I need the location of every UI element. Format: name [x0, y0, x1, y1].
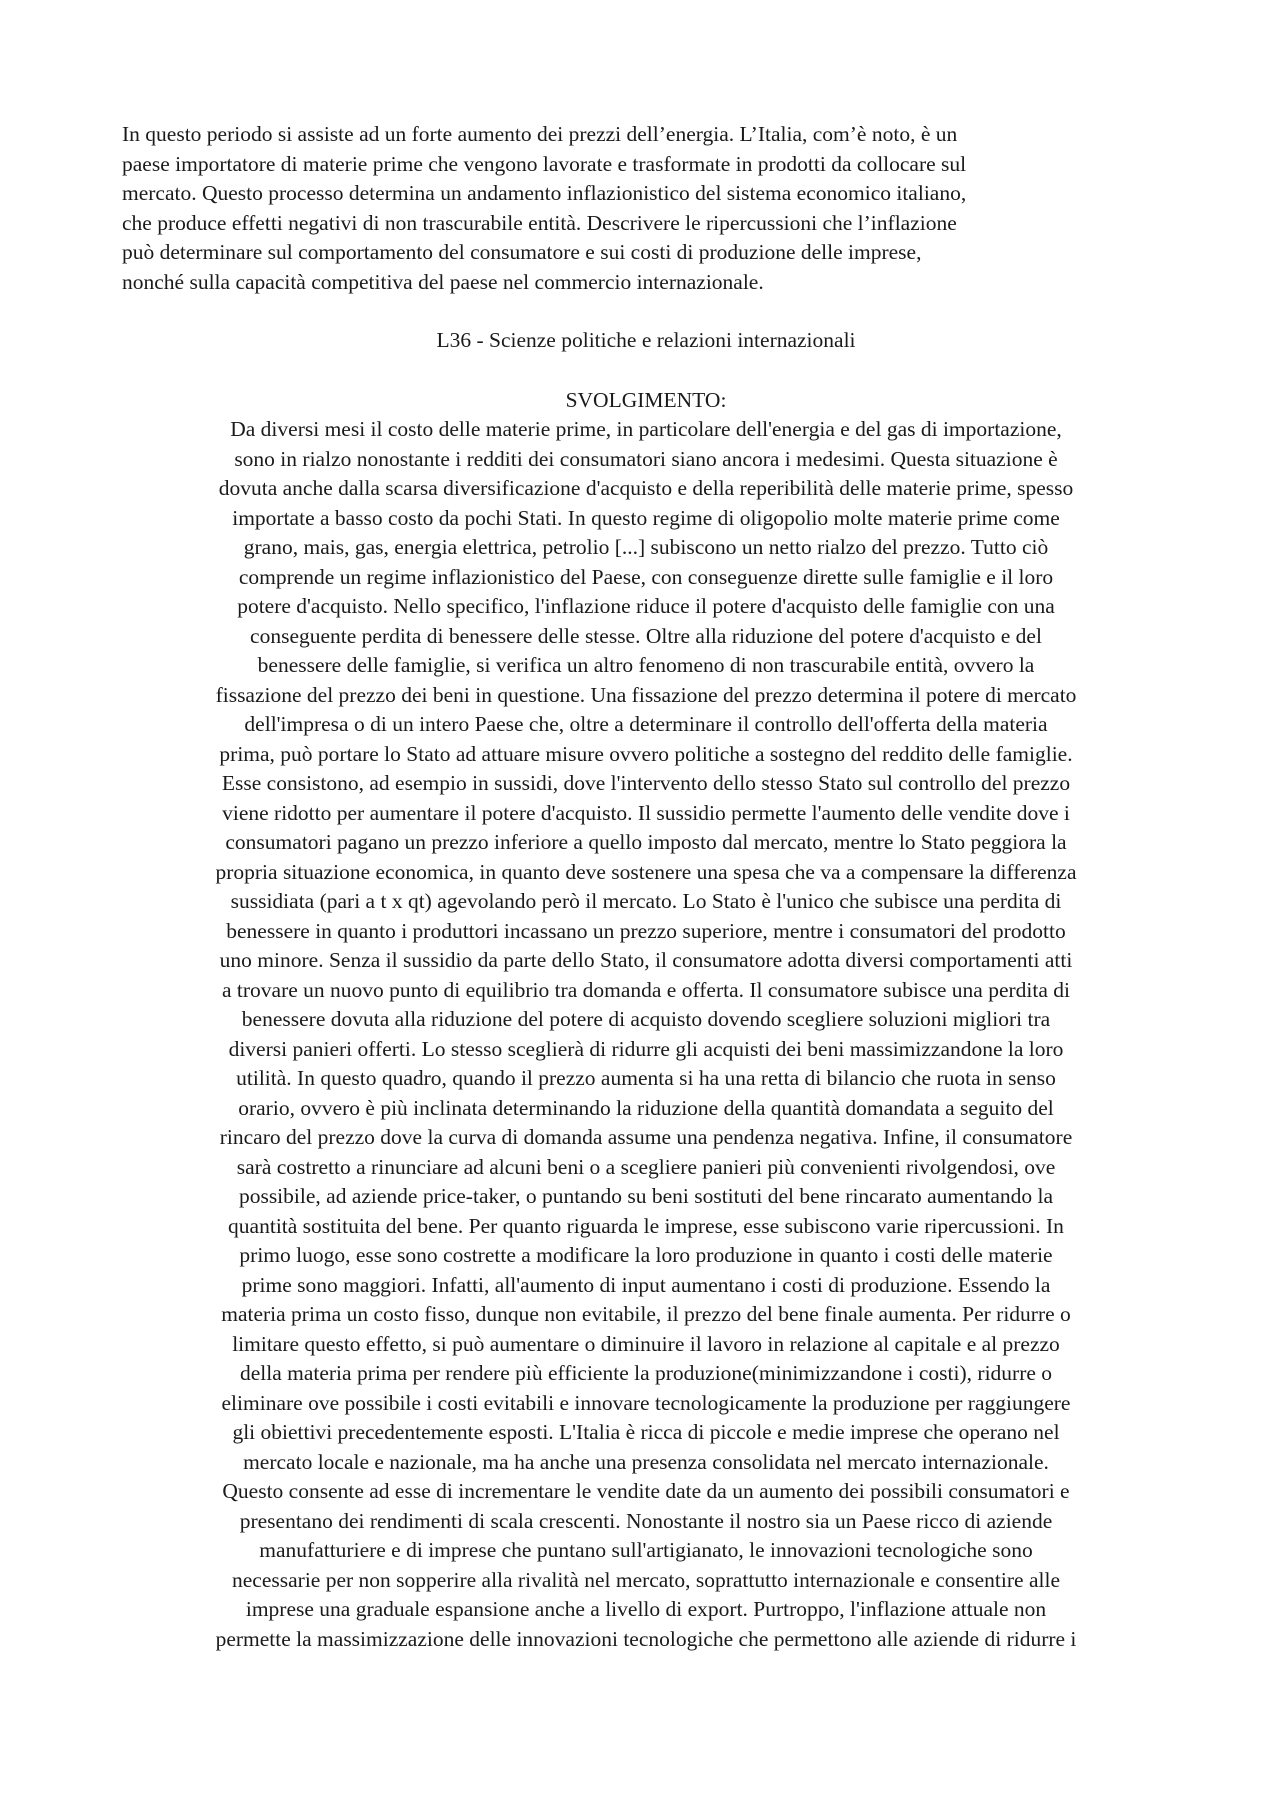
- body-line: gli obiettivi precedentemente esposti. L'Italia è ricca di piccole e medie imprese che operano nel: [232, 1420, 1060, 1444]
- body-line: diversi panieri offerti. Lo stesso sceglierà di ridurre gli acquisti dei beni massimizzandone la loro: [228, 1036, 1064, 1061]
- body-line: permette la massimizzazione delle innovazioni tecnologiche che permettono alle aziende di ridurre i: [215, 1626, 1077, 1651]
- body-line: primo luogo, esse sono costrette a modificare la loro produzione in quanto i costi delle materie: [239, 1243, 1053, 1267]
- body-line: grano, mais, gas, energia elettrica, petrolio [...] subiscono un netto rialzo del prezzo. Tutto ciò: [243, 535, 1049, 559]
- body-line: necessarie per non sopperire alla rivalità nel mercato, soprattutto internazionale e consentire alle: [232, 1567, 1060, 1592]
- body-line: benessere dovuta alla riduzione del potere di acquisto dovendo scegliere soluzioni migliori tra: [241, 1007, 1051, 1031]
- body-line: quantità sostituita del bene. Per quanto riguarda le imprese, esse subiscono varie ripercussioni. In: [228, 1213, 1064, 1238]
- body-line: utilità. In questo quadro, quando il prezzo aumenta si ha una retta di bilancio che ruota in senso: [236, 1066, 1056, 1090]
- body-line: conseguente perdita di benessere delle stesse. Oltre alla riduzione del potere d'acquisto e del: [250, 623, 1042, 648]
- course-title: L36 - Scienze politiche e relazioni internazionali: [436, 328, 856, 352]
- prompt-line: che produce effetti negativi di non trascurabile entità. Descrivere le ripercussioni che l’inflazione: [122, 210, 957, 235]
- assignment-prompt: [122, 120, 1170, 297]
- body-line: comprende un regime inflazionistico del Paese, con conseguenze dirette sulle famiglie e il loro: [238, 564, 1054, 589]
- body-line: presentano dei rendimenti di scala crescenti. Nonostante il nostro sia un Paese ricco di aziende: [239, 1508, 1053, 1533]
- body-line: Da diversi mesi il costo delle materie prime, in particolare dell'energia e del gas di importazione,: [230, 417, 1062, 441]
- body-line: limitare questo effetto, si può aumentare o diminuire il lavoro in relazione al capitale e al prezzo: [232, 1331, 1060, 1356]
- body-line: dovuta anche dalla scarsa diversificazione d'acquisto e della reperibilità delle materie prime, spesso: [218, 476, 1074, 500]
- body-line: viene ridotto per aumentare il potere d'acquisto. Il sussidio permette l'aumento delle vendite dove i: [222, 800, 1070, 825]
- body-line: possibile, ad aziende price-taker, o puntando su beni sostituti del bene rincarato aumentando la: [238, 1184, 1054, 1208]
- body-line: potere d'acquisto. Nello specifico, l'inflazione riduce il potere d'acquisto delle famiglie con una: [237, 594, 1055, 618]
- body-line: imprese una graduale espansione anche a livello di export. Purtroppo, l'inflazione attuale non: [245, 1597, 1047, 1621]
- body-line: propria situazione economica, in quanto deve sostenere una spesa che va a compensare la differenza: [215, 859, 1077, 884]
- body-line: benessere in quanto i produttori incassano un prezzo superiore, mentre i consumatori del prodotto: [226, 918, 1066, 943]
- body-line: della materia prima per rendere più efficiente la produzione(minimizzandone i costi), ridurre o: [239, 1361, 1053, 1385]
- body-line: fissazione del prezzo dei beni in questione. Una fissazione del prezzo determina il potere di mercato: [215, 682, 1077, 707]
- prompt-line: paese importatore di materie prime che vengono lavorate e trasformate in prodotti da collocare sul: [122, 151, 967, 176]
- body-line: Esse consistono, ad esempio in sussidi, dove l'intervento dello stesso Stato sul controllo del prezzo: [221, 771, 1071, 795]
- body-line: eliminare ove possibile i costi evitabili e innovare tecnologicamente la produzione per raggiungere: [221, 1390, 1071, 1415]
- body-line: Questo consente ad esse di incrementare le vendite date da un aumento dei possibili consumatori e: [222, 1479, 1070, 1503]
- body-line: rincaro del prezzo dove la curva di domanda assume una pendenza negativa. Infine, il consumatore: [219, 1125, 1073, 1149]
- body-line: importate a basso costo da pochi Stati. In questo regime di oligopolio molte materie prime come: [232, 505, 1060, 530]
- section-heading: SVOLGIMENTO:: [565, 387, 727, 412]
- prompt-line: mercato. Questo processo determina un andamento inflazionistico del sistema economico italiano,: [122, 181, 967, 205]
- body-line: a trovare un nuovo punto di equilibrio tra domanda e offerta. Il consumatore subisce una perdita di: [221, 977, 1070, 1002]
- body-line: prima, può portare lo Stato ad attuare misure ovvero politiche a sostegno del reddito delle famiglie.: [219, 741, 1073, 766]
- body-line: prime sono maggiori. Infatti, all'aumento di input aumentano i costi di produzione. Essendo la: [241, 1272, 1051, 1297]
- body-line: manufatturiere e di imprese che puntano sull'artigianato, le innovazioni tecnologiche sono: [259, 1538, 1033, 1562]
- body-line: consumatori pagano un prezzo inferiore a quello imposto dal mercato, mentre lo Stato peggiora la: [225, 830, 1067, 854]
- body-line: sono in rialzo nonostante i redditi dei consumatori siano ancora i medesimi. Questa situazione è: [234, 446, 1058, 471]
- document-page: [122, 120, 1170, 1654]
- prompt-line: può determinare sul comportamento del consumatore e sui costi di produzione delle imprese,: [122, 240, 922, 264]
- body-line: mercato locale e nazionale, ma ha anche una presenza consolidata nel mercato internazionale.: [243, 1449, 1049, 1474]
- body-line: orario, ovvero è più inclinata determinando la riduzione della quantità domandata a seguito del: [238, 1095, 1054, 1120]
- body-line: sarà costretto a rinunciare ad alcuni beni o a scegliere panieri più convenienti rivolgendosi, ove: [236, 1154, 1056, 1179]
- body-line: benessere delle famiglie, si verifica un altro fenomeno di non trascurabile entità, ovvero la: [257, 653, 1035, 677]
- body-line: sussidiata (pari a t x qt) agevolando però il mercato. Lo Stato è l'unico che subisce una perdita di: [230, 889, 1062, 913]
- body-line: materia prima un costo fisso, dunque non evitabile, il prezzo del bene finale aumenta. Per ridurre o: [221, 1302, 1071, 1326]
- prompt-line: nonché sulla capacità competitiva del paese nel commercio internazionale.: [122, 269, 764, 294]
- prompt-line: In questo periodo si assiste ad un forte aumento dei prezzi dell’energia. L’Italia, com’è noto, è un: [122, 122, 958, 146]
- body-line: uno minore. Senza il sussidio da parte dello Stato, il consumatore adotta diversi comportamenti atti: [219, 948, 1073, 972]
- body-line: dell'impresa o di un intero Paese che, oltre a determinare il controllo dell'offerta della materia: [244, 712, 1048, 736]
- essay-body: [122, 415, 1170, 1654]
